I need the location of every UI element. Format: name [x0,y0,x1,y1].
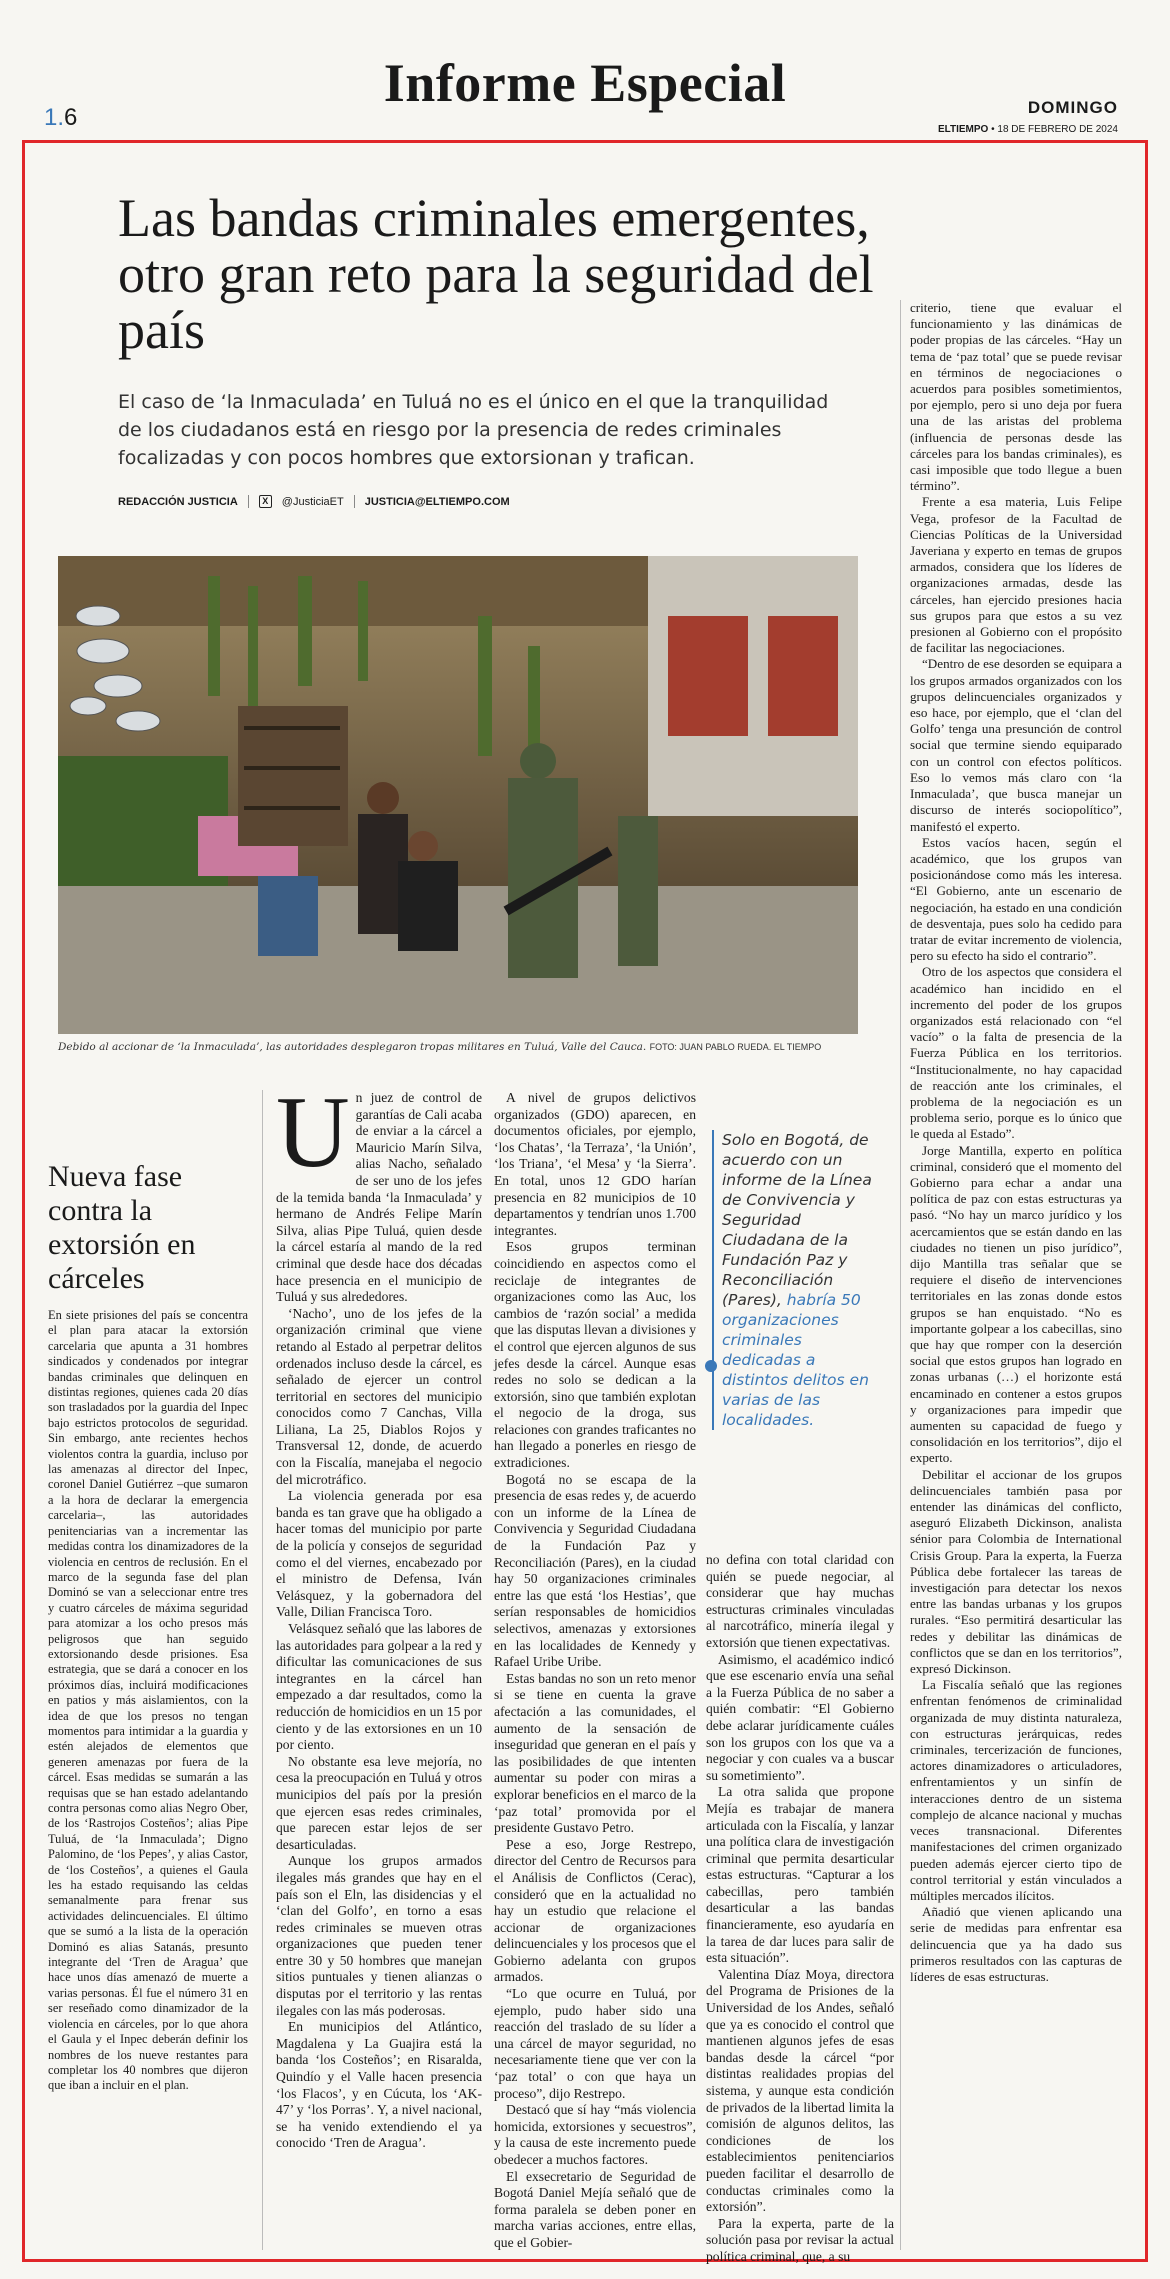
column-divider [262,1090,263,2250]
sidebar-paragraph: En siete prisiones del país se concentra el plan para atacar la extorsión carcelaria que apunta a 31 hombres sindicados y condenados por integrar bandas criminales que delinquen en distintas regiones, quienes cada 20 días son trasladados por la guardia del Inpec bajo estrictos protocolos de seguridad. Sin embargo, ante recientes hechos violentos contra la guardia, incluso por las amenazas al director del Inpec, coronel Daniel Gutiérrez –que sumaron a la hora de declarar la emergencia carcelaria–, las autoridades penitenciarias van a incrementar las medidas contra los dinamizadores de la violencia en centros de reclusión. En el marco de la segunda fase del plan Dominó se van a seleccionar entre tres y cuatro cárceles de máxima seguridad para atomizar a los ocho presos más peligrosos que han seguido extorsionando desde prisiones. Esa estrategia, que se dará a conocer en los próximos días, incluirá modificaciones en patios y más aislamientos, con la idea de que los presos no tengan momentos para intimidar a la guardia y estén alejados de elementos que generen amenazas por fuera de la cárcel. Esas medidas se sumarán a las requisas que se han estado adelantando contra personas como alias Negro Ober, de los ‘Rastrojos Costeños’; alias Pipe Tuluá, de ‘la Inmaculada’; Digno Palomino, de ‘los Pepes’, y alias Castor, de ‘los Costeños’, a quienes el Gaula les ha estado requisando las celdas semanalmente para frenar sus actividades delincuenciales. El último que se sumó a la lista de la operación Dominó es alias Satanás, presunto integrante del ‘Tren de Aragua’ que hace unos días amenazó de muerte a varias personas. Él fue el número 31 en ser reseñado como dinamizador de la violencia en cárceles, por lo que ahora el Gaula y el Inpec deberán definir los nombres de los nueve restantes para completar los 40 nombres que dijeron que iban a incluir en el plan. [48,1308,248,2093]
paragraph: Añadió que vienen aplicando una serie de medidas para enfrentar esa delincuencia que ya ha dado sus primeros resultados con las capturas de líderes de esas estructuras. [910,1904,1122,1984]
caption-text: Debido al accionar de ‘la Inmaculada’, las autoridades desplegaron tropas militares en Tuluá, Valle del Cauca. [58,1041,647,1053]
sidebar-body [48,1308,248,2094]
paragraph: La otra salida que propone Mejía es trabajar de manera articulada con la Fiscalía, y lanzar una política clara de investigación criminal que permita desarticular estas estructuras. “Capturar a los cabecillas, pero también desarticular a las bandas financieramente, eso ayudaría en la tarea de dar luces para salir de esta situación”. [706,1784,894,1966]
pull-quote-marker [705,1360,717,1372]
paragraph: Valentina Díaz Moya, directora del Programa de Prisiones de la Universidad de los Andes, señaló que ya es conocido el control que mantienen algunos jefes de esas bandas desde la cárcel “por distintas realidades propias del sistema, y aunque esta condición de privados de la libertad limita la comisión de algunos delitos, las condiciones de los establecimientos penitenciarios pueden facilitar el desarrollo de conductas criminales como la extorsión”. [706,1966,894,2215]
body-column-4 [910,300,1122,1985]
email[interactable]: JUSTICIA@ELTIEMPO.COM [364,495,510,508]
paragraph: criterio, tiene que evaluar el funcionamiento y las dinámicas de poder propias de las cárceles. “Hay un tema de ‘paz total’ que se puede revisar en términos de negociaciones o acuerdos para posibles sometimientos, por ejemplo, pero si uno deja por fuera una de las aristas del problema (influencia de personas desde las cárceles para los bandas criminales), es casi imposible que todo llegue a buen término”. [910,300,1122,494]
paragraph: A nivel de grupos delictivos organizados (GDO) aparecen, en documentos oficiales, por ejemplo, ‘los Chatas’, ‘la Terraza’, ‘la Unión’, ‘los Triana’, ‘el Mesa’ y ‘la Sierra’. En total, unos 12 GDO harían presencia en 82 municipios de 10 departamentos y tendrían unos 1.700 integrantes. [494,1090,696,1238]
pull-quote-text: Solo en Bogotá, de acuerdo con un informe de la Línea de Convivencia y Seguridad Ciudadana de la Fundación Paz y Reconciliación (Pares), [722,1131,872,1309]
pull-quote [712,1130,882,1430]
paragraph: La violencia generada por esa banda es tan grave que ha obligado a hacer tomas del municipio por parte de la policía y consejos de seguridad como el del viernes, encabezado por el ministro de Defensa, Iván Velásquez, y la gobernadora del Valle, Dilian Francisca Toro. [276,1488,482,1620]
paragraph: No obstante esa leve mejoría, no cesa la preocupación en Tuluá y otros municipios del país por la presión que ejercen esas redes criminales, que parecen estar lejos de ser desarticuladas. [276,1753,482,1852]
byline-divider [354,495,355,508]
paper-name: ELTIEMPO [937,124,989,135]
dateline [938,124,1118,135]
paragraph: Estos vacíos hacen, según el académico, que los grupos van posicionándose como más les interesa. “El Gobierno, ante un escenario de negociación, ha estado en una condición de desventaja, pues solo ha cedido para tratar de evitar incremento de violencia, pero su efecto ha sido el contrario”. [910,834,1122,964]
body-column-1 [276,1076,482,2152]
pull-quote-highlight: habría 50 organizaciones criminales dedicadas a distintos delitos en varias de las localidades. [722,1291,869,1429]
paragraph: En municipios del Atlántico, Magdalena y La Guajira está la banda ‘los Costeños’; en Risaralda, Quindío y el Valle hacen presencia ‘los Flacos’, y en Cúcuta, los ‘AK-47’ y ‘los Porras’. Y, a nivel nacional, se ha venido extendiendo el ya conocido ‘Tren de Aragua’. [276,2019,482,2151]
paragraph: Aunque los grupos armados ilegales más grandes que hay en el país son el Eln, las disidencias y el ‘clan del Golfo’, en torno a esas redes criminales se mueven otras organizaciones que pueden tener entre 30 y 50 hombres que manejan sitios puntuales y tienen alianzas o disputas por el territorio y las rentas ilegales con las más poderosas. [276,1853,482,2018]
paragraph: Bogotá no se escapa de la presencia de esas redes y, de acuerdo con un informe de la Línea de Convivencia y Seguridad Ciudadana de la Fundación Paz y Reconciliación (Pares), en la ciudad hay 50 organizaciones criminales entre las que está ‘los Hestias’, que serían responsables de homicidios selectivos, amenazas y extorsiones en las localidades de Kennedy y Rafael Uribe Uribe. [494,1471,696,1670]
paragraph: Frente a esa materia, Luis Felipe Vega, profesor de la Facultad de Ciencias Políticas de la Universidad Javeriana y experto en temas de grupos armados, considera que los líderes de organizaciones armadas, desde las cárceles, han ejercido presiones hacia sus grupos para que estos a su vez presionen al Gobierno con el propósito de facilitar las negociaciones. [910,494,1122,656]
social-handle[interactable]: @JusticiaET [281,495,344,508]
paragraph: Estas bandas no son un reto menor si se tiene en cuenta la grave afectación a las comunidades, el aumento de la sensación de inseguridad que generan en el país y las posibilidades de que intenten aumentar su poder con miras a explorar beneficios en el marco de la ‘paz total’ promovida por el presidente Gustavo Petro. [494,1670,696,1836]
photo-credit: FOTO: JUAN PABLO RUEDA. EL TIEMPO [649,1042,822,1052]
paragraph: La Fiscalía señaló que las regiones enfrentan fenómenos de criminalidad organizada de muy distinta naturaleza, con estructuras jerárquicas, redes criminales, tercerización de funciones, actores dinamizadores o articuladores, enfrentamientos y un sinfín de interacciones dentro de un sistema complejo de alcance nacional y muchas veces transnacional. Diferentes manifestaciones del crimen organizado pueden además ejercer cierto tipo de control territorial y están vinculados a múltiples mercados ilícitos. [910,1677,1122,1903]
body-column-3 [706,1552,894,2266]
paragraph: El exsecretario de Seguridad de Bogotá Daniel Mejía señaló que de forma paralela se deben poner en marcha varias acciones, entre ellas, que el Gobier- [494,2168,696,2250]
page-prefix: 1. [44,104,65,131]
page-number-value: 6 [64,104,78,131]
paragraph: Otro de los aspectos que considera el académico han incidido en el incremento del poder de los grupos organizados está relacionado con “el vacío” o la falta de presencia de la Fuerza Pública en los territorios. “Institucionalmente, no hay capacidad de reacción ante los criminales, el problema de la negociación es un problema serio, porque es lo único que le queda al Estado”. [910,964,1122,1142]
paragraph: Pese a eso, Jorge Restrepo, director del Centro de Recursos para el Análisis de Conflictos (Cerac), consideró que en la actualidad no hay un estudio que relacione el accionar de organizaciones delincuenciales y los procesos que el Gobierno adelanta con grupos armados. [494,1836,696,1985]
column-divider [900,300,901,2250]
paragraph: Destacó que sí hay “más violencia homicida, extorsiones y secuestros”, y la causa de este incremento puede obedecer a muchos factores. [494,2102,696,2167]
paragraph: Esos grupos terminan coincidiendo en aspectos como el reciclaje de integrantes de organizaciones como las Auc, los cambios de ‘razón social’ a medida que las disputas llevan a divisiones y el control que ejercen algunos de sus jefes desde la cárcel. Aunque esas redes no solo se dedican a la extorsión, sino que también explotan el negocio de la droga, sus relaciones con grandes traficantes no han llegado a ponerles en riesgo de extradiciones. [494,1239,696,1471]
photo-caption [58,1041,878,1053]
sidebar-title: Nueva fase contra la extorsión en cárceles [48,1160,196,1295]
market-scene-image [58,556,858,1034]
paragraph: “Lo que ocurre en Tuluá, por ejemplo, pudo haber sido una reacción del traslado de su líder a una cárcel de mayor seguridad, no necesariamente tiene que ver con la ‘paz total’ o con que haya un proceso”, dijo Restrepo. [494,1986,696,2101]
paragraph: Debilitar el accionar de los grupos delincuenciales también pasa por entender las dinámicas del conflicto, aseguró Elizabeth Dickinson, analista sénior para Colombia de International Crisis Group. Para la experta, la Fuerza Pública debe fortalecer las tareas de investigación para detectar los nexos entre las bandas urbanas y los grupos rurales. “Eso permitirá desarticular las redes y debilitar las dinámicas de conflictos que se dan en los territorios”, expresó Dickinson. [910,1466,1122,1677]
byline [118,495,510,508]
body-column-2 [494,1090,696,2252]
paragraph: Velásquez señaló que las labores de las autoridades para golpear a la red y dificultar las comunicaciones de sus integrantes en la cárcel han empezado a dar resultados, como la reducción de homicidios en un 15 por ciento y de las extorsiones en un 10 por ciento. [276,1621,482,1753]
paragraph: Jorge Mantilla, experto en política criminal, consideró que el momento del Gobierno para echar a andar una política de paz con estas estructuras ya pasó. “No hay un marco jurídico y los acercamientos que se están dando en las ciudades no tienen un piso jurídico”, dijo Mantilla tras señalar que se requiere el diseño de intervenciones territoriales en las zonas donde estos grupos se han enquistado. “No es importante golpear a los cabecillas, sino que hay que romper con la deserción social que estos grupos han logrado en zonas urbanas (…) el horizonte está encaminado en contener a estos grupos y organizaciones para impedir que aumenten su capacidad de fuego y consolidación en los territorios”, dijo el experto. [910,1142,1122,1466]
headline: Las bandas criminales emergentes, otro gran reto para la seguridad del país [118,188,874,360]
x-icon: X [259,495,272,508]
deck: El caso de ‘la Inmaculada’ en Tuluá no es el único en el que la tranquilidad de los ciudadanos está en riesgo por la presencia de redes criminales focalizadas y con pocos hombres que extorsionan y trafican. [118,391,829,469]
day-label: DOMINGO [1027,98,1118,117]
section-title: Informe Especial [383,53,787,113]
paragraph: n juez de control de garantías de Cali acaba de enviar a la cárcel a Mauricio Marín Silva, alias Nacho, señalado de ser uno de los jefes de la temida banda ‘la Inmaculada’ y hermano de Andrés Felipe Marín Silva, alias Pipe Tuluá, quien desde la cárcel estaría al mando de la red criminal que desde hace dos décadas hace presencia en el municipio de Tuluá y sus alrededores. [276,1090,482,1305]
dropcap: U [276,1076,350,1189]
date-text: • 18 DE FEBRERO DE 2024 [988,124,1118,135]
byline-divider [248,495,249,508]
paragraph: Asimismo, el académico indicó que ese escenario envía una señal a la Fuerza Pública de no saber a quién combatir: “El Gobierno debe aclarar jurídicamente cuáles son los grupos con los que va a negociar y con cuales va a buscar su sometimiento”. [706,1651,894,1783]
article-photo [58,556,858,1034]
author: REDACCIÓN JUSTICIA [118,495,238,508]
paragraph: Para la experta, parte de la solución pasa por revisar la actual política criminal, que, a su [706,2215,894,2264]
paragraph: no defina con total claridad con quién se puede negociar, al considerar que hay muchas estructuras criminales vinculadas al narcotráfico, minería ilegal y extorsión que tienen expectativas. [706,1552,894,1650]
paragraph: ‘Nacho’, uno de los jefes de la organización criminal que viene retando al Estado al perpetrar delitos ordenados incluso desde la cárcel, es señalado de ejercer un control territorial en sectores del municipio conocidos como 7 Canchas, Villa Liliana, La 25, Diablos Rojos y Transversal 12, donde, de acuerdo con la Fiscalía, manejaba el negocio del microtráfico. [276,1305,482,1487]
paragraph: “Dentro de ese desorden se equipara a los grupos armados organizados con los grupos delincuenciales organizados y eso hace, por ejemplo, que el ‘clan del Golfo’ tenga una presunción de control social que termine siendo equiparado con un control con efectos políticos. Eso lo vemos más claro con ‘la Inmaculada’, que busca manejar un discurso de interés sociopolítico”, manifestó el experto. [910,656,1122,834]
